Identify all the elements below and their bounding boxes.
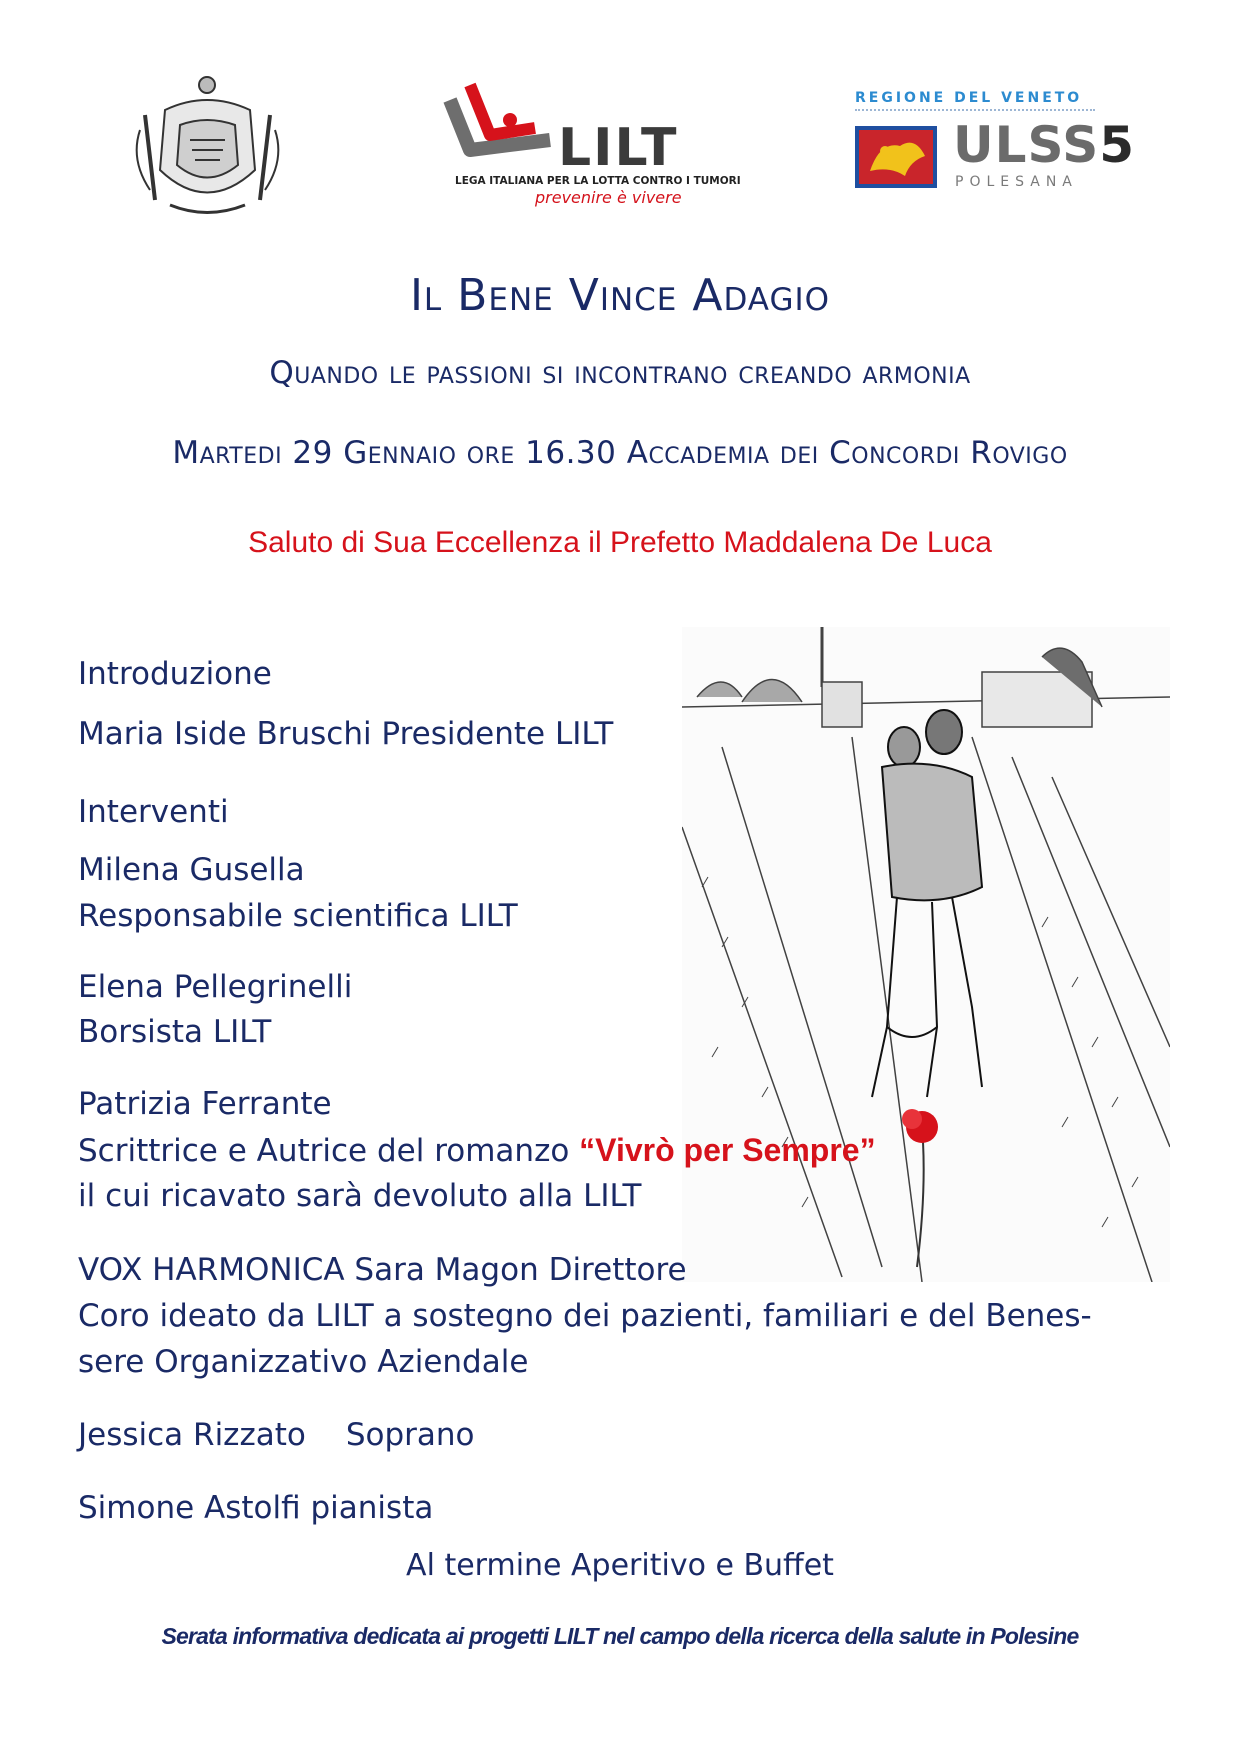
- ulss5-logo: [855, 90, 1136, 200]
- speaker-role: Borsista LILT: [78, 1014, 272, 1050]
- soprano-name: Jessica Rizzato: [78, 1417, 306, 1453]
- ulss-name: ULSS5: [953, 116, 1136, 174]
- interventions-label: Interventi: [78, 794, 229, 830]
- accademia-crest-logo: [120, 70, 295, 225]
- pianist-line: Simone Astolfi pianista: [78, 1490, 434, 1526]
- ulss-divider: [855, 109, 1095, 111]
- choir-description: Coro ideato da LILT a sostegno dei pazienti, familiari e del Benes-: [78, 1298, 1092, 1334]
- lilt-wordmark: LILT: [558, 118, 679, 178]
- speaker-note: il cui ricavato sarà devoluto alla LILT: [78, 1178, 642, 1214]
- soprano-role: Soprano: [345, 1417, 475, 1453]
- speaker-name: Patrizia Ferrante: [78, 1086, 332, 1122]
- choir-description: sere Organizzativo Aziendale: [78, 1344, 529, 1380]
- speaker-name: Milena Gusella: [78, 852, 305, 888]
- intro-label: Introduzione: [78, 656, 272, 692]
- book-title: “Vivrò per Sempre”: [579, 1132, 876, 1168]
- lilt-full-name: LEGA ITALIANA PER LA LOTTA CONTRO I TUMORI: [455, 175, 741, 187]
- event-date-location: Martedi 29 Gennaio ore 16.30 Accademia dei Concordi Rovigo: [172, 435, 1068, 471]
- couple-walking-field-illustration: [682, 627, 1170, 1282]
- choir-name: VOX HARMONICA Sara Magon Direttore: [78, 1252, 687, 1288]
- prefect-greeting: Saluto di Sua Eccellenza il Prefetto Maddalena De Luca: [248, 526, 992, 559]
- event-subtitle: Quando le passioni si incontrano creando armonia: [269, 355, 971, 391]
- intro-speaker: Maria Iside Bruschi Presidente LILT: [78, 716, 614, 752]
- lilt-motto: prevenire è vivere: [535, 188, 682, 207]
- speaker-role: Responsabile scientifica LILT: [78, 898, 518, 934]
- speaker-name: Elena Pellegrinelli: [78, 969, 353, 1005]
- event-title: Il Bene Vince Adagio: [409, 270, 831, 321]
- soprano-line: [78, 1413, 475, 1457]
- closing-buffet: Al termine Aperitivo e Buffet: [406, 1548, 834, 1583]
- speaker-role: [78, 1128, 876, 1173]
- veneto-lion-icon: [855, 126, 937, 188]
- footer-note: Serata informativa dedicata ai progetti LILT nel campo della ricerca della salute in Polesine: [161, 1623, 1079, 1649]
- lilt-logo: [440, 80, 741, 207]
- speaker-role-text: Scrittrice e Autrice del romanzo: [78, 1133, 580, 1169]
- ulss-area: POLESANA: [955, 174, 1078, 190]
- ulss-region-label: REGIONE DEL VENETO: [855, 90, 1083, 106]
